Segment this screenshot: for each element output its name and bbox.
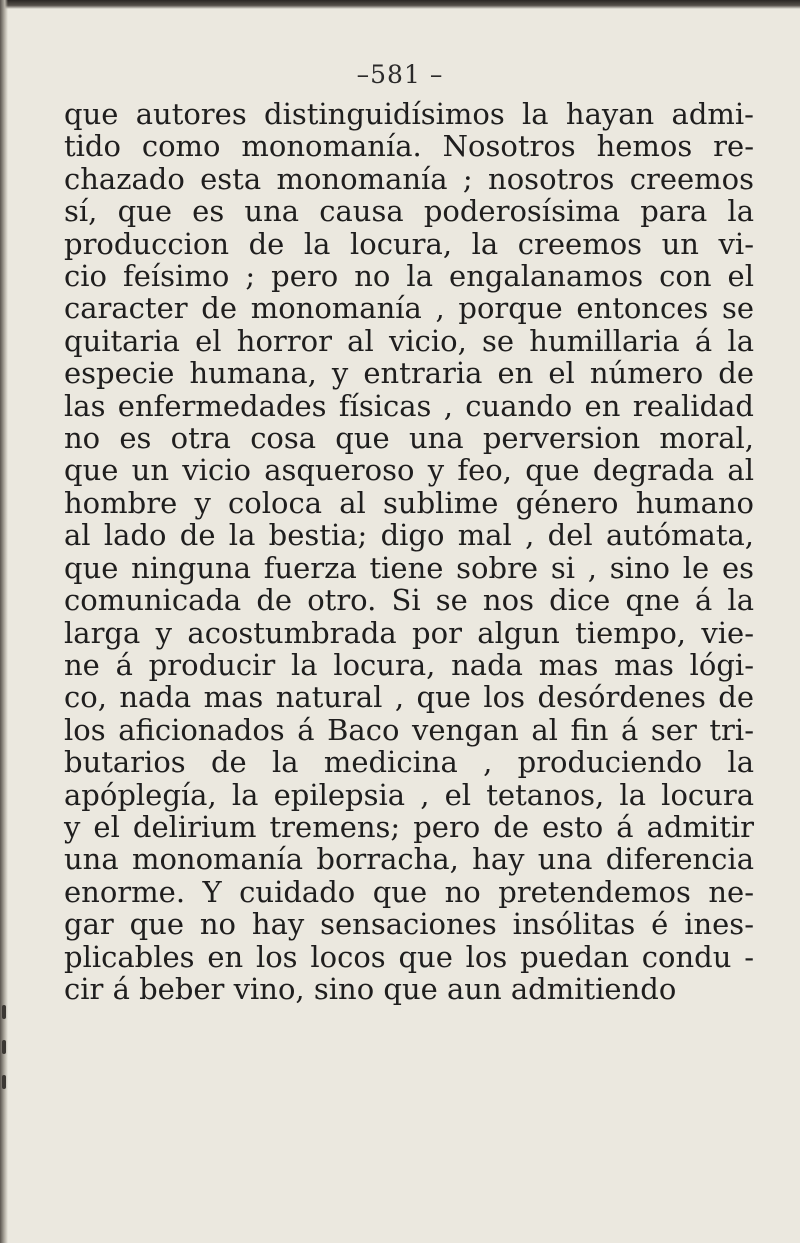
text-line: co, nada mas natural , que los desórdenes de xyxy=(64,680,754,715)
gutter-mark xyxy=(2,1005,6,1019)
text-line: al lado de la bestia; digo mal , del autómata, xyxy=(64,518,754,553)
text-line: las enfermedades físicas , cuando en realidad xyxy=(64,388,754,423)
text-line: hombre y coloca al sublime género humano xyxy=(64,485,754,520)
text-line: plicables en los locos que los puedan condu - xyxy=(64,939,754,974)
text-line: tido como monomanía. Nosotros hemos re- xyxy=(64,129,754,164)
text-line: apóplegía, la epilepsia , el tetanos, la locura xyxy=(64,777,754,812)
text-line: quitaria el horror al vicio, se humillaria á la xyxy=(64,323,754,358)
text-line: chazado esta monomanía ; nosotros creemos xyxy=(64,161,754,196)
text-line: comunicada de otro. Si se nos dice qne á la xyxy=(64,583,754,618)
text-line: enorme. Y cuidado que no pretendemos ne- xyxy=(64,874,754,909)
text-line: larga y acostumbrada por algun tiempo, vie- xyxy=(64,615,754,650)
gutter-mark xyxy=(2,1040,6,1054)
text-line: cio feísimo ; pero no la engalanamos con el xyxy=(64,259,754,294)
text-line: ne á producir la locura, nada mas mas lógi- xyxy=(64,647,754,682)
page-number: –581 – xyxy=(356,60,444,89)
text-line: que un vicio asqueroso y feo, que degrada al xyxy=(64,453,754,488)
text-line: caracter de monomanía , porque entonces se xyxy=(64,291,754,326)
text-line: una monomanía borracha, hay una diferencia xyxy=(64,842,754,877)
text-line: cir á beber vino, sino que aun admitiendo xyxy=(64,971,677,1006)
text-line: no es otra cosa que una perversion moral, xyxy=(64,421,754,456)
text-line: especie humana, y entraria en el número de xyxy=(64,356,754,391)
text-line: sí, que es una causa poderosísima para la xyxy=(64,194,754,229)
page-top-edge xyxy=(0,0,800,9)
text-line: butarios de la medicina , produciendo la xyxy=(64,745,754,780)
text-line: produccion de la locura, la creemos un vi- xyxy=(64,226,754,261)
body-text xyxy=(64,98,754,1005)
gutter-mark xyxy=(2,1075,6,1089)
text-line: los aficionados á Baco vengan al fin á ser tri- xyxy=(64,712,754,747)
text-line: y el delirium tremens; pero de esto á admitir xyxy=(64,809,754,844)
binding-gutter xyxy=(0,0,8,1243)
text-line: que ninguna fuerza tiene sobre si , sino le es xyxy=(64,550,754,585)
text-line: gar que no hay sensaciones insólitas é ines- xyxy=(64,907,754,942)
text-line: que autores distinguidísimos la hayan admi- xyxy=(64,97,754,131)
